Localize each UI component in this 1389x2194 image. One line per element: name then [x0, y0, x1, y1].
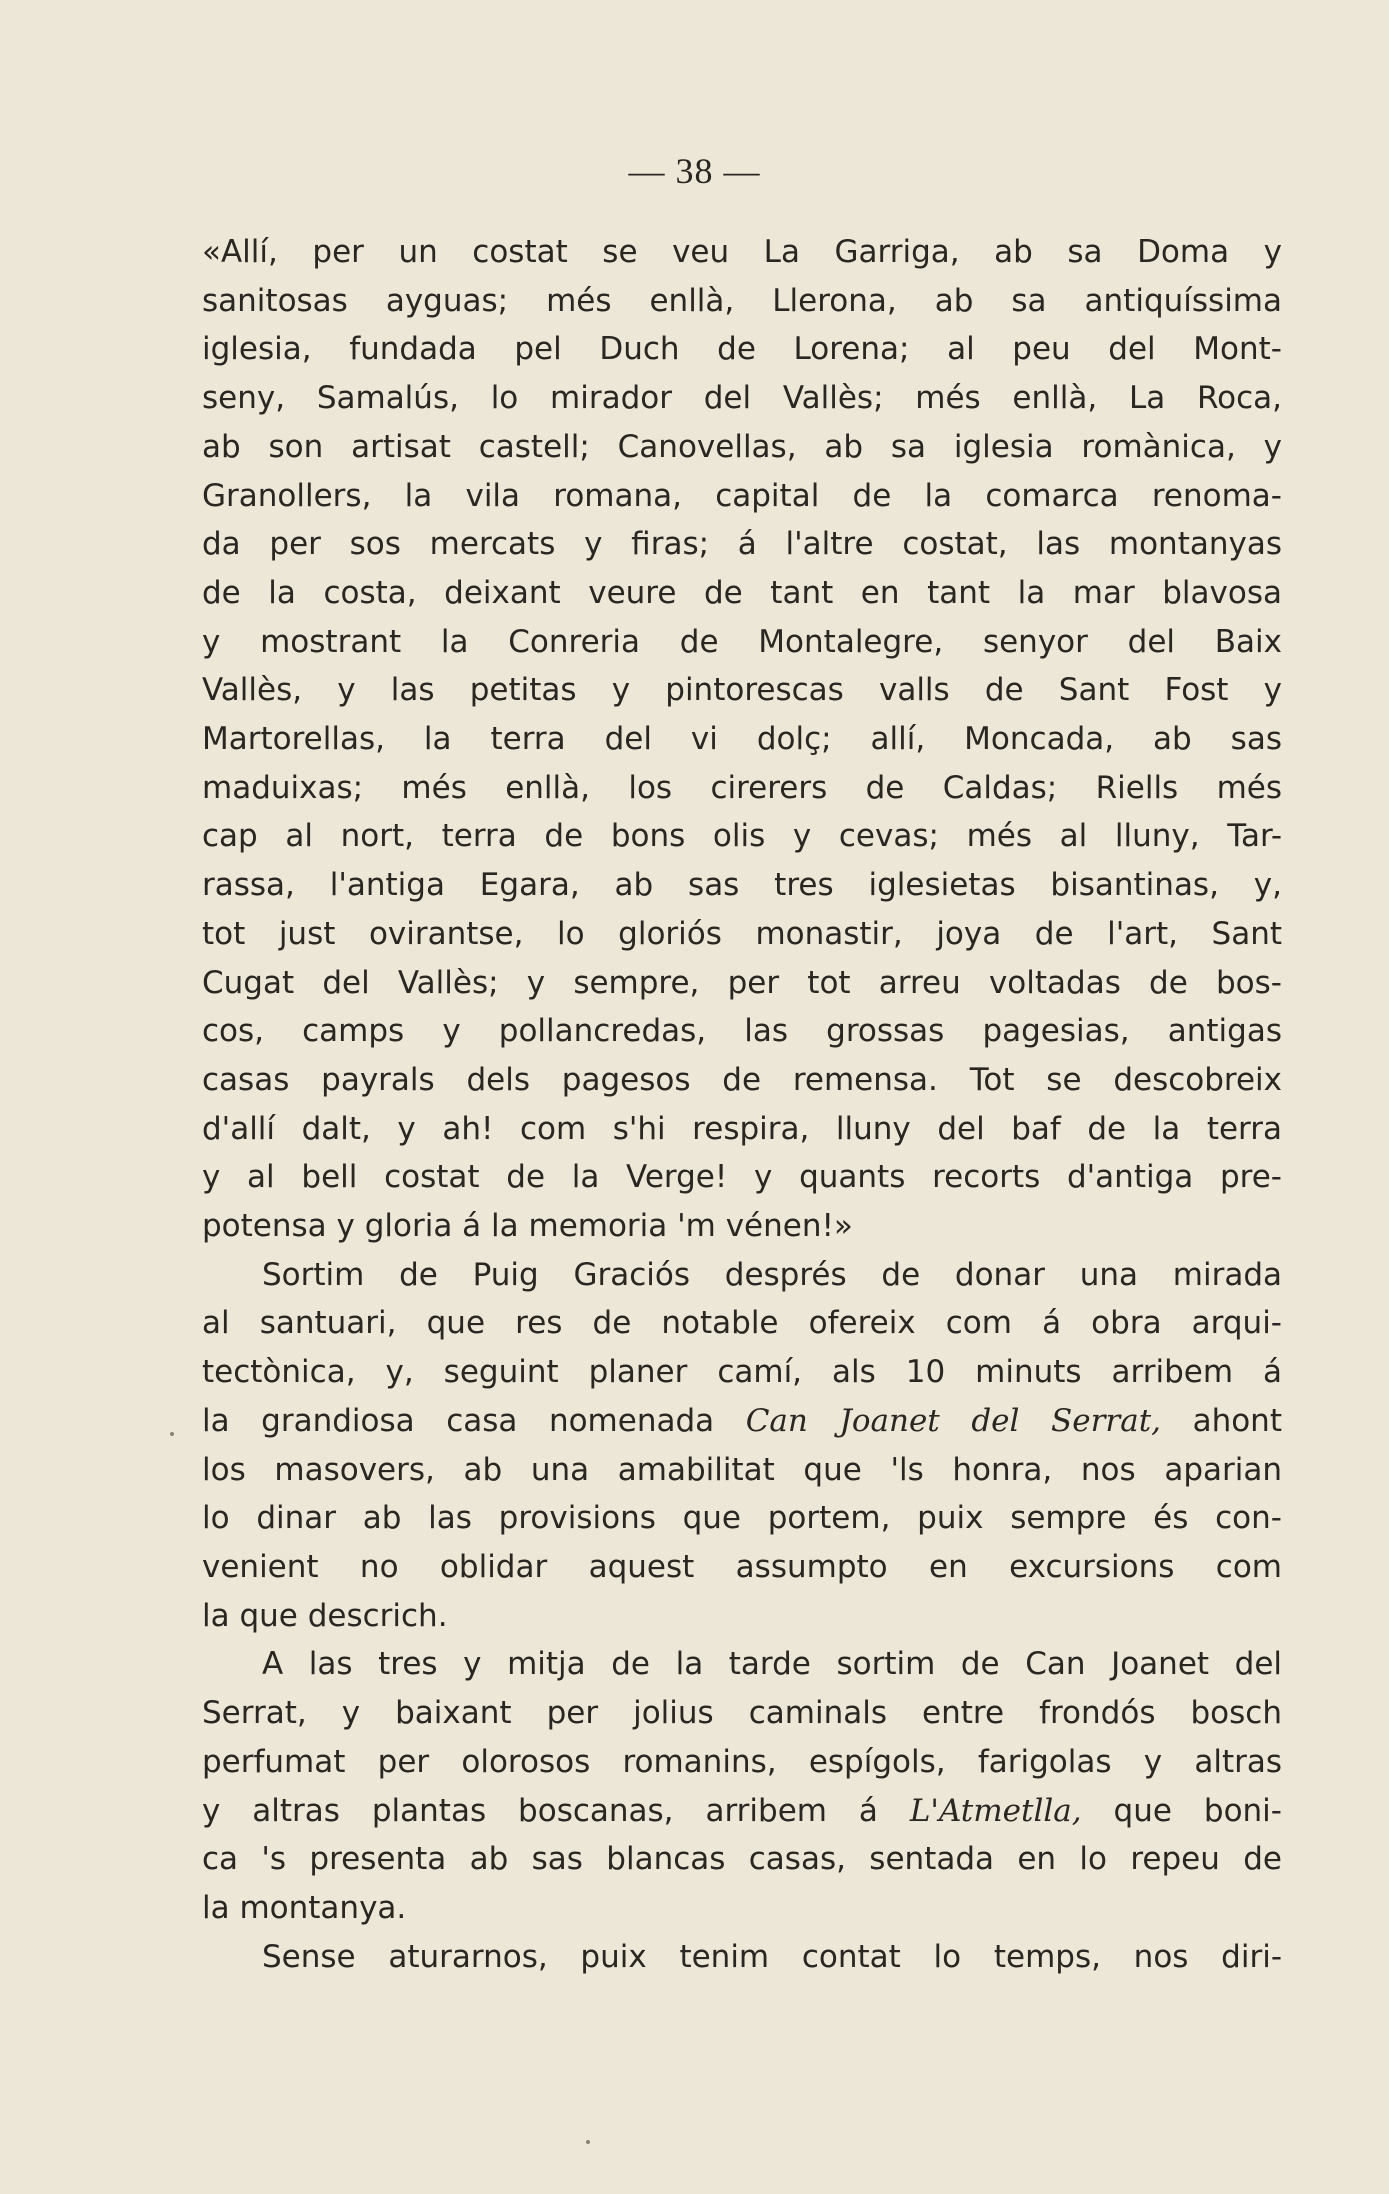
text-line: Vallès, y las petitas y pintorescas valls de Sant Fost y — [202, 672, 1282, 709]
text-line: maduixas; més enllà, los cirerers de Caldas; Riells més — [202, 769, 1282, 806]
text-line: Cugat del Vallès; y sempre, per tot arreu voltadas de bos- — [202, 964, 1282, 1001]
italic-place-name: L'Atmetlla, — [909, 1792, 1082, 1829]
text-line: seny, Samalús, lo mirador del Vallès; més enllà, La Roca, — [202, 380, 1282, 417]
page-number: — 38 — — [628, 151, 761, 191]
paper-speck — [170, 1432, 174, 1436]
text-line: da per sos mercats y firas; á l'altre costat, las montanyas — [202, 526, 1282, 563]
text-line: «Allí, per un costat se veu La Garriga, ab sa Doma y — [202, 234, 1282, 270]
text-line-with-italic — [202, 1787, 1282, 1836]
text-line: rassa, l'antiga Egara, ab sas tres iglesietas bisantinas, y, — [202, 867, 1282, 904]
text-line: y mostrant la Conreria de Montalegre, senyor del Baix — [202, 623, 1282, 660]
paper-speck — [586, 2140, 590, 2144]
text-line: d'allí dalt, y ah! com s'hi respira, lluny del baf de la terra — [202, 1110, 1282, 1147]
text-line: sanitosas ayguas; més enllà, Llerona, ab sa antiquíssima — [202, 282, 1282, 319]
text-line: Granollers, la vila romana, capital de la comarca renoma- — [202, 477, 1282, 514]
text-line: lo dinar ab las provisions que portem, puix sempre és con- — [202, 1500, 1282, 1537]
text-line: tectònica, y, seguint planer camí, als 10 minuts arribem á — [202, 1354, 1282, 1391]
text-line: cos, camps y pollancredas, las grossas pagesias, antigas — [202, 1013, 1282, 1050]
text-line: la montanya. — [202, 1889, 407, 1926]
text-line: ca 's presenta ab sas blancas casas, sentada en lo repeu de — [202, 1841, 1282, 1878]
text-line: la que descrich. — [202, 1597, 448, 1634]
text-segment: que boni- — [1081, 1792, 1282, 1829]
text-line: potensa y gloria á la memoria 'm vénen!» — [202, 1208, 853, 1245]
text-line: tot just ovirantse, lo gloriós monastir, joya de l'art, Sant — [202, 915, 1282, 952]
text-line: al santuari, que res de notable ofereix com á obra arqui- — [202, 1305, 1282, 1342]
italic-place-name: Can Joanet del Serrat, — [745, 1402, 1162, 1439]
text-line: ab son artisat castell; Canovellas, ab sa iglesia romànica, y — [202, 428, 1282, 465]
text-line-with-italic — [202, 1397, 1282, 1446]
text-line: iglesia, fundada pel Duch de Lorena; al peu del Mont- — [202, 331, 1282, 368]
text-segment: ahont — [1161, 1402, 1282, 1439]
text-line: cap al nort, terra de bons olis y cevas; més al lluny, Tar- — [202, 818, 1282, 855]
text-line: de la costa, deixant veure de tant en tant la mar blavosa — [202, 574, 1282, 611]
text-segment: la grandiosa casa nomenada — [202, 1402, 746, 1439]
text-segment: y altras plantas boscanas, arribem á — [202, 1792, 910, 1829]
body-text — [202, 228, 1282, 1981]
paragraph-start-line: Sortim de Puig Graciós després de donar una mirada — [262, 1256, 1282, 1293]
text-line: venient no oblidar aquest assumpto en excursions com — [202, 1548, 1282, 1585]
text-line: y al bell costat de la Verge! y quants recorts d'antiga pre- — [202, 1159, 1282, 1196]
text-line: perfumat per olorosos romanins, espígols, farigolas y altras — [202, 1743, 1282, 1780]
paragraph-start-line: Sense aturarnos, puix tenim contat lo temps, nos diri- — [262, 1938, 1282, 1975]
text-line: los masovers, ab una amabilitat que 'ls honra, nos aparian — [202, 1451, 1282, 1488]
paragraph-start-line: A las tres y mitja de la tarde sortim de Can Joanet del — [262, 1646, 1282, 1683]
text-line: casas payrals dels pagesos de remensa. Tot se descobreix — [202, 1061, 1282, 1098]
text-line: Serrat, y baixant per jolius caminals entre frondós bosch — [202, 1695, 1282, 1732]
text-line: Martorellas, la terra del vi dolç; allí, Moncada, ab sas — [202, 721, 1282, 758]
